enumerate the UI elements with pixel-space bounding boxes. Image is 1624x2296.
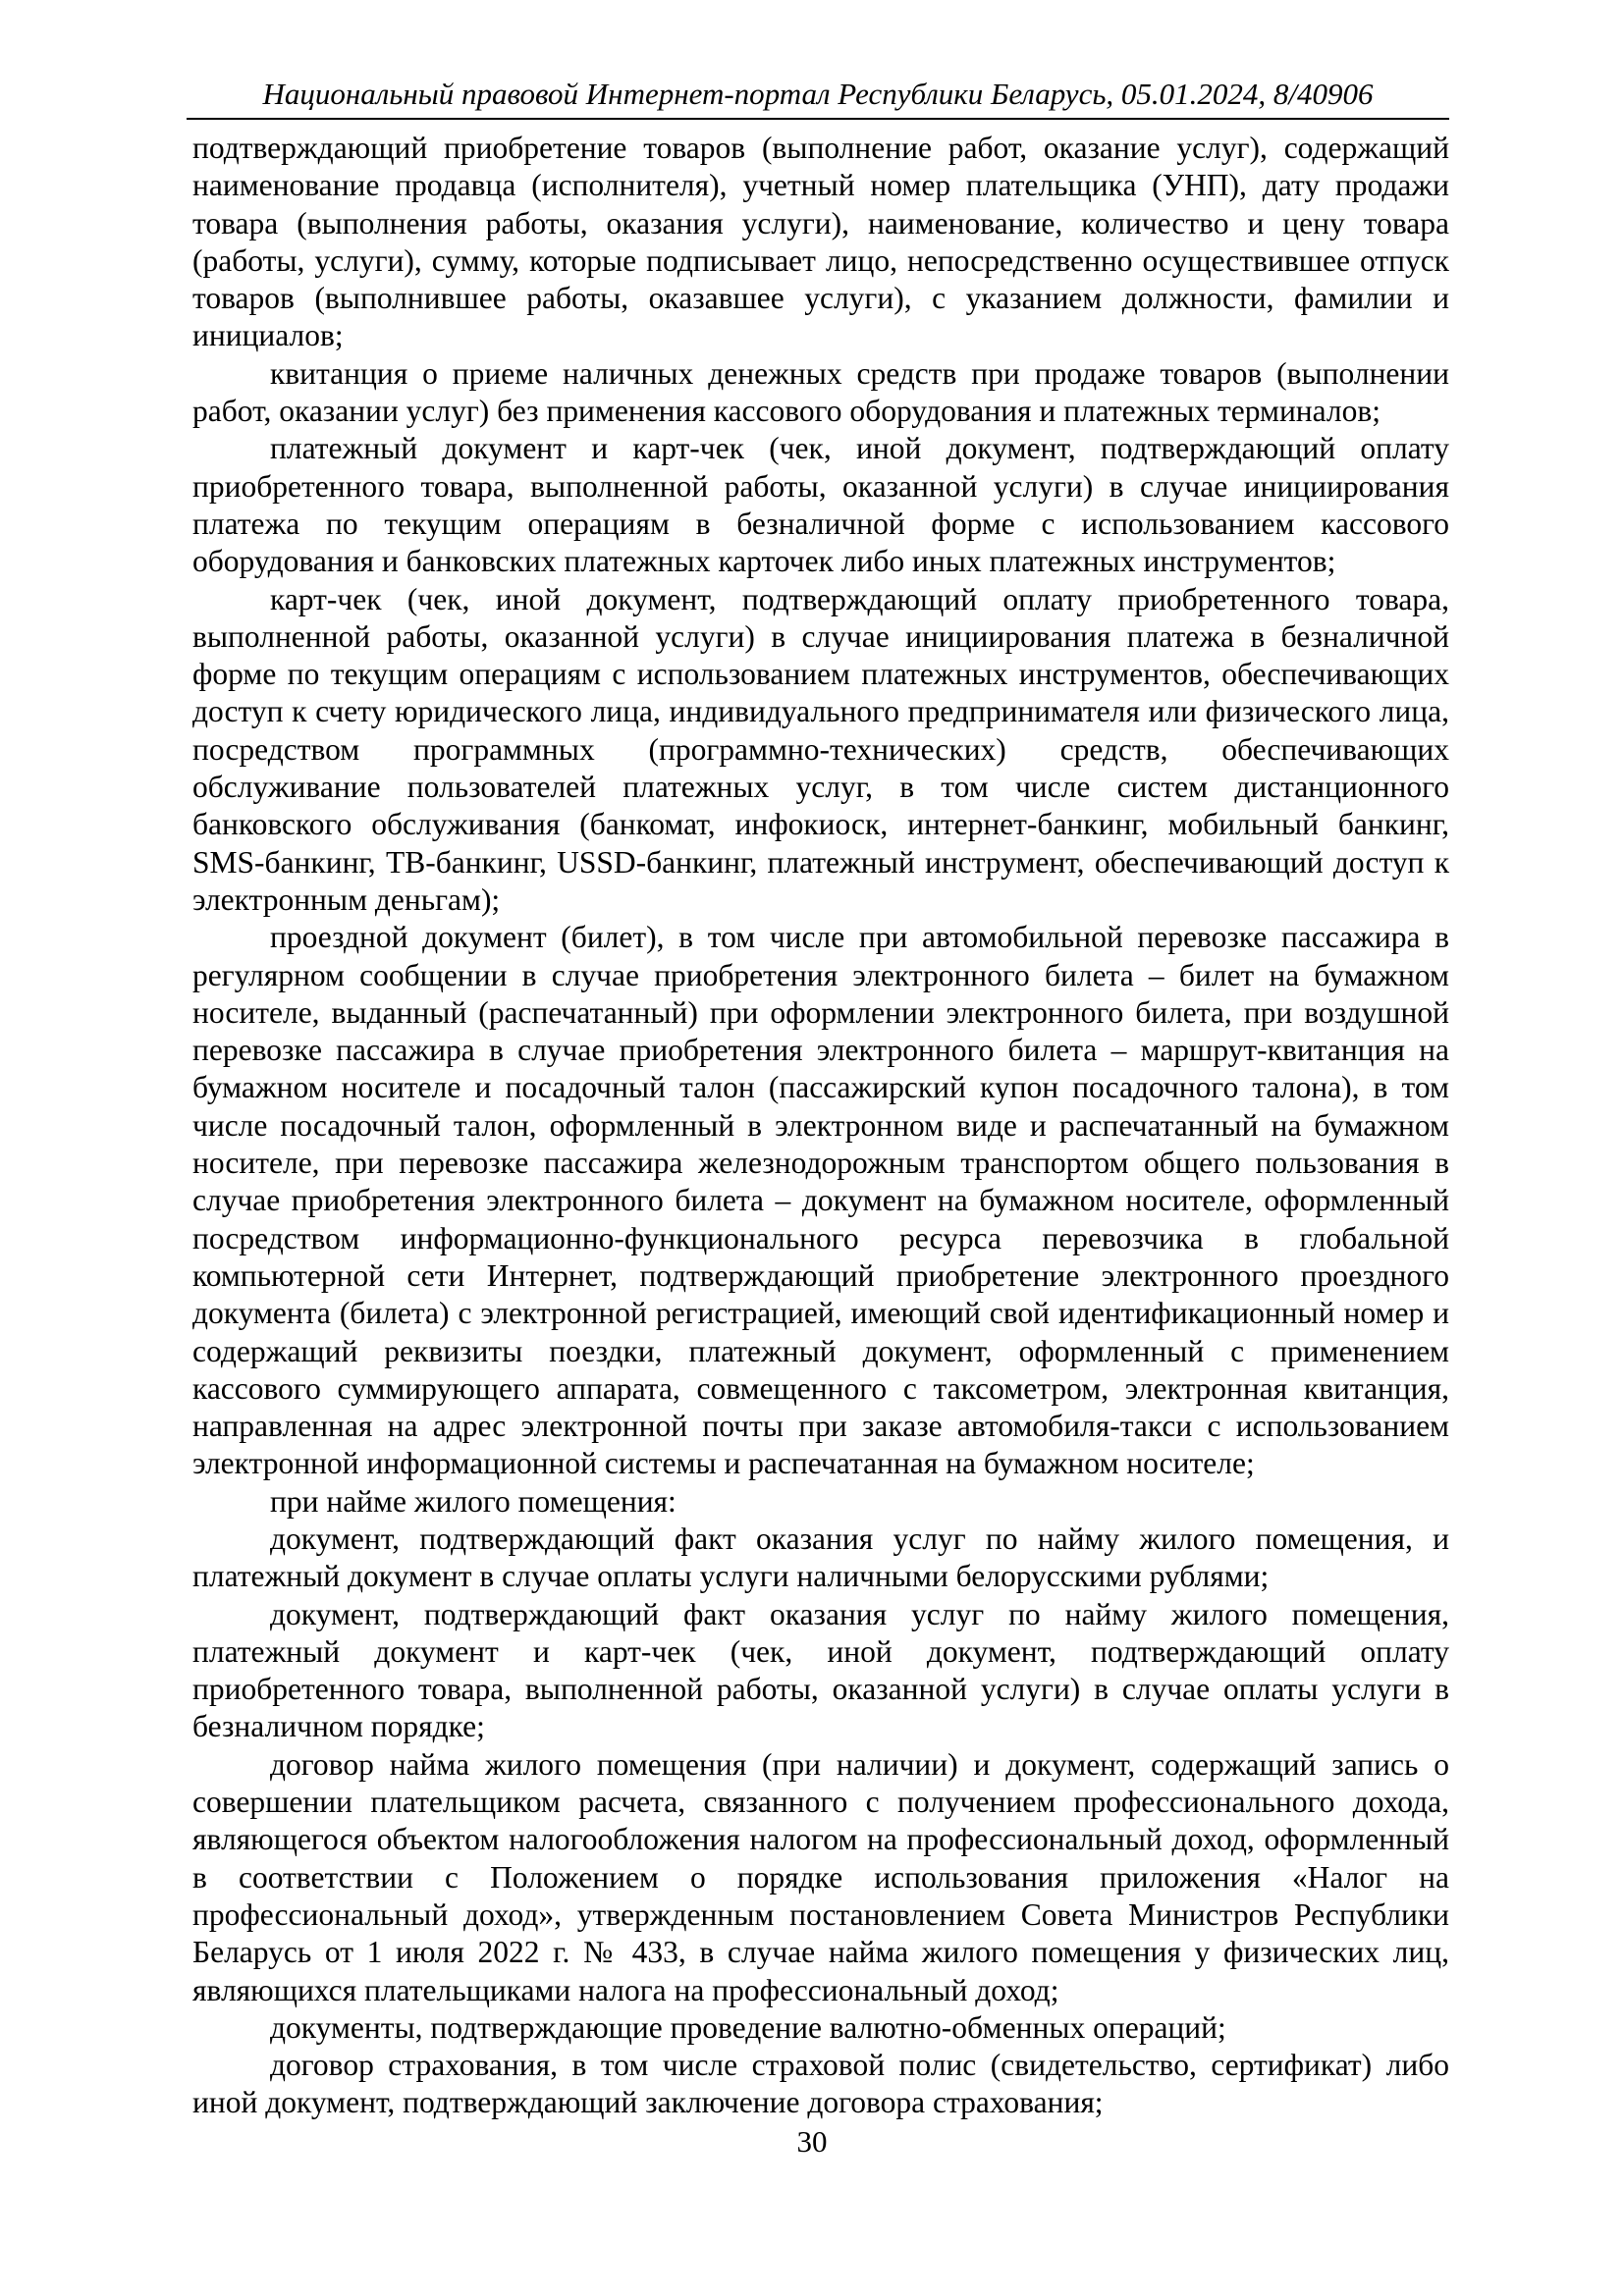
paragraph-housing-cash: документ, подтверждающий факт оказания услуг по найму жилого помещения, и платежный документ в случае оплаты услуги наличными белорусскими рублями; bbox=[192, 1521, 1449, 1594]
paragraph-currency-exchange: документы, подтверждающие проведение валютно-обменных операций; bbox=[270, 2009, 1226, 2045]
document-body bbox=[192, 130, 1449, 2122]
paragraph-housing-cashless: документ, подтверждающий факт оказания услуг по найму жилого помещения, платежный документ и карт-чек (чек, иной документ, подтверждающий оплату приобретенного товара, выполненной работы, оказанной услуги) в случае оплаты услуги в безналичном порядке; bbox=[192, 1596, 1449, 1744]
header-divider bbox=[187, 118, 1449, 120]
paragraph-travel-document: проездной документ (билет), в том числе при автомобильной перевозке пассажира в регулярном сообщении в случае приобретения электронного билета – билет на бумажном носителе, выданный (распечатанный) при оформлении электронного билета, при воздушной перевозке пассажира в случае приобретения электронного билета – маршрут-квитанция на бумажном носителе и посадочный талон (пассажирский купон посадочного талона), в том числе посадочный талон, оформленный в электронном виде и распечатанный на бумажном носителе, при перевозке пассажира железнодорожным транспортом общего пользования в случае приобретения электронного билета – документ на бумажном носителе, оформленный посредством информационно-функционального ресурса перевозчика в глобальной компьютерной сети Интернет, подтверждающий приобретение электронного проездного документа (билета) с электронной регистрацией, имеющий свой идентификационный номер и содержащий реквизиты поездки, платежный документ, оформленный с применением кассового суммирующего аппарата, совмещенного с таксометром, электронная квитанция, направленная на адрес электронной почты при заказе автомобиля-такси с использованием электронной информационной системы и распечатанная на бумажном носителе; bbox=[192, 920, 1449, 1481]
paragraph-housing-rent-heading: при найме жилого помещения: bbox=[270, 1483, 677, 1519]
page-header: Национальный правовой Интернет-портал Республики Беларусь, 05.01.2024, 8/40906 bbox=[262, 77, 1374, 111]
paragraph-payment-document: платежный документ и карт-чек (чек, иной документ, подтверждающий оплату приобретенного товара, выполненной работы, оказанной услуги) в случае инициирования платежа по текущим операциям в безналичной форме с использованием кассового оборудования и банковских платежных карточек либо иных платежных инструментов; bbox=[192, 431, 1449, 579]
paragraph-continuation: подтверждающий приобретение товаров (выполнение работ, оказание услуг), содержащий наименование продавца (исполнителя), учетный номер плательщика (УНП), дату продажи товара (выполнения работы, оказания услуги), наименование, количество и цену товара (работы, услуги), сумму, которые подписывает лицо, непосредственно осуществившее отпуск товаров (выполнившее работы, оказавшее услуги), с указанием должности, фамилии и инициалов; bbox=[192, 131, 1449, 353]
paragraph-receipt: квитанция о приеме наличных денежных средств при продаже товаров (выполнении работ, оказании услуг) без применения кассового оборудования и платежных терминалов; bbox=[192, 355, 1449, 429]
paragraph-card-check: карт-чек (чек, иной документ, подтверждающий оплату приобретенного товара, выполненной работы, оказанной услуги) в случае инициирования платежа в безналичной форме по текущим операциям с использованием платежных инструментов, обеспечивающих доступ к счету юридического лица, индивидуального предпринимателя или физического лица, посредством программных (программно-технических) средств, обеспечивающих обслуживание пользователей платежных услуг, в том числе систем дистанционного банковского обслуживания (банкомат, инфокиоск, интернет-банкинг, мобильный банкинг, SMS-банкинг, ТВ-банкинг, USSD-банкинг, платежный инструмент, обеспечивающий доступ к электронным деньгам); bbox=[192, 581, 1449, 917]
page-number: 30 bbox=[796, 2124, 828, 2159]
paragraph-housing-contract: договор найма жилого помещения (при наличии) и документ, содержащий запись о совершении плательщиком расчета, связанного с получением профессионального дохода, являющегося объектом налогообложения налогом на профессиональный доход, оформленный в соответствии с Положением о порядке использования приложения «Налог на профессиональный доход», утвержденным постановлением Совета Министров Республики Беларусь от 1 июля 2022 г. № 433, в случае найма жилого помещения у физических лиц, являющихся плательщиками налога на профессиональный доход; bbox=[192, 1746, 1449, 2007]
paragraph-insurance: договор страхования, в том числе страховой полис (свидетельство, сертификат) либо иной документ, подтверждающий заключение договора страхования; bbox=[192, 2048, 1449, 2120]
